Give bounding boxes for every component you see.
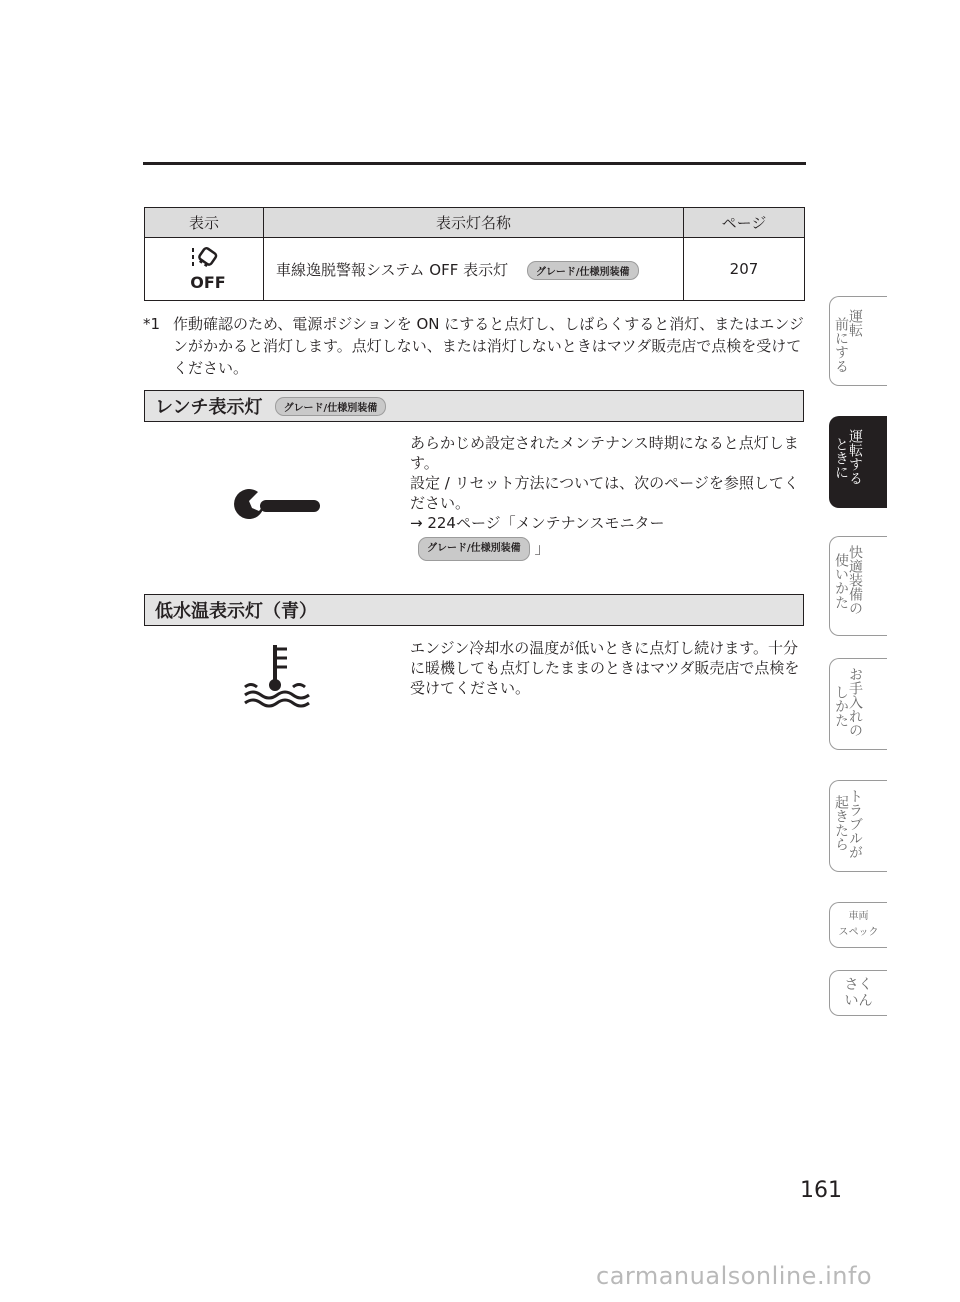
wrench-line-2: 設定 / リセット方法については、次のページを参照してください。 xyxy=(410,474,799,512)
closing-bracket: 」 xyxy=(534,539,550,558)
coolant-description: エンジン冷却水の温度が低いときに点灯し続けます。十分に暖機しても点灯したままのときはマツダ販売店で点検を受けてください。 xyxy=(410,639,800,697)
top-rule xyxy=(143,162,806,165)
grade-badge: グレード/仕様別装備 xyxy=(527,261,639,280)
section-header-coolant xyxy=(144,594,804,626)
indicator-table xyxy=(144,207,805,301)
side-tab-troubleshooting[interactable]: トラブルが 起きたら xyxy=(829,780,887,872)
low-coolant-temperature-icon xyxy=(241,643,313,713)
grade-badge: グレード/仕様別装備 xyxy=(418,537,530,561)
lane-departure-warning-off-icon xyxy=(188,246,228,294)
table-header-row xyxy=(145,208,805,238)
side-tab-index[interactable]: さく いん xyxy=(829,970,887,1016)
wrench-description xyxy=(410,433,805,561)
footnote-text: 作動確認のため、電源ポジションを ON にすると点灯し、しばらくすると消灯、またはエンジンがかかると消灯します。点灯しない、または消灯しないときはマツダ販売店で点検を受けてください。 xyxy=(173,315,804,377)
section-header-wrench xyxy=(144,390,804,422)
cell-page: 207 xyxy=(684,238,805,301)
cell-name xyxy=(264,238,684,301)
wrench-icon xyxy=(230,484,322,530)
side-tab-specifications[interactable]: 車両 スペック xyxy=(829,902,887,948)
wrench-line-1: あらかじめ設定されたメンテナンス時期になると点灯します。 xyxy=(410,434,799,472)
table-row xyxy=(145,238,805,301)
side-tab-maintenance[interactable]: お手入れの しかた xyxy=(829,658,887,750)
side-tab-while-driving[interactable]: 運転する ときに xyxy=(829,416,887,508)
off-text: OFF xyxy=(190,273,226,290)
grade-badge: グレード/仕様別装備 xyxy=(275,397,387,416)
indicator-name: 車線逸脱警報システム OFF 表示灯 xyxy=(276,260,509,279)
footnote-mark: *1 xyxy=(143,315,161,333)
header-display: 表示 xyxy=(145,208,264,238)
side-tab-before-driving[interactable]: 運転 前にする xyxy=(829,296,887,386)
page-number: 161 xyxy=(800,1178,842,1203)
footnote xyxy=(143,313,808,379)
section-title-coolant: 低水温表示灯（青） xyxy=(155,601,317,622)
side-tab-comfort-features[interactable]: 快適装備の 使いかた xyxy=(829,536,887,636)
wrench-line-3: → 224ページ「メンテナンスモニター xyxy=(410,514,665,532)
header-name: 表示灯名称 xyxy=(264,208,684,238)
wrench-line-4 xyxy=(410,537,805,561)
header-page: ページ xyxy=(684,208,805,238)
watermark: carmanualsonline.info xyxy=(596,1262,873,1290)
section-title-wrench: レンチ表示灯 xyxy=(155,397,263,418)
